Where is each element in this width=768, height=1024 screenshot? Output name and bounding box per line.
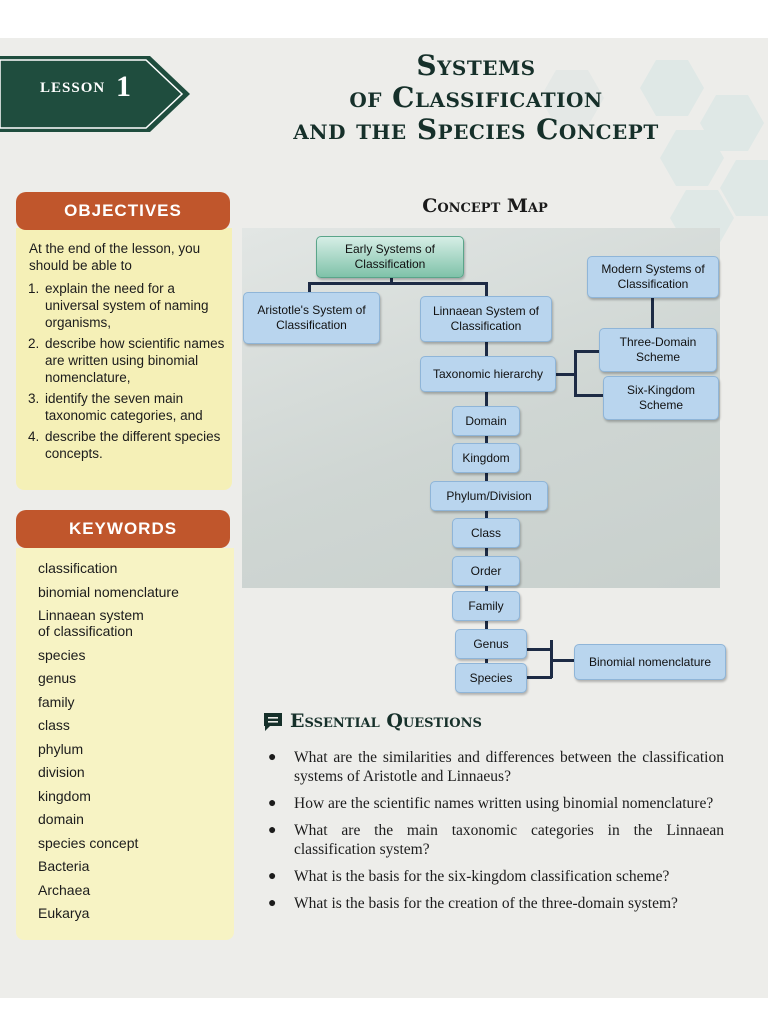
- essential-questions-list: [266, 748, 724, 921]
- keyword-item: Bacteria: [38, 858, 90, 874]
- node-six-kingdom: Six-Kingdom Scheme: [603, 376, 719, 420]
- keyword-item: Eukarya: [38, 905, 90, 921]
- keyword-item: Archaea: [38, 881, 91, 898]
- node-family: Family: [452, 591, 520, 621]
- objectives-intro: At the end of the lesson, you should be able to: [29, 241, 201, 273]
- map-connector: [651, 296, 654, 330]
- objective-text: explain the need for a universal system of naming organisms,: [45, 281, 209, 330]
- node-genus: Genus: [455, 629, 527, 659]
- question-text: What are the similarities and differences between the classification systems of Aristotle and Linnaeus?: [294, 749, 724, 785]
- keywords-header: KEYWORDS: [16, 510, 230, 548]
- essential-questions-title: Essential Questions: [290, 710, 482, 732]
- keyword-item: domain: [38, 811, 84, 827]
- objective-text: identify the seven main taxonomic categories, and: [45, 391, 203, 423]
- keyword-item: phylum: [38, 740, 84, 757]
- map-connector: [485, 282, 488, 296]
- node-kingdom: Kingdom: [452, 443, 520, 473]
- map-connector: [550, 659, 574, 662]
- objective-item: [28, 335, 228, 386]
- keyword-item: Linnaean system of classification: [38, 607, 144, 639]
- objective-number: 2.: [28, 336, 40, 351]
- question-item: ● What are the main taxonomic categories in the Linnaean classification system?: [268, 822, 724, 858]
- title-line: Systems: [416, 49, 536, 82]
- map-connector: [574, 394, 606, 397]
- objectives-header: OBJECTIVES: [16, 192, 230, 230]
- objective-text: describe the different species concepts.: [45, 429, 221, 461]
- node-domain: Domain: [452, 406, 520, 436]
- keyword-item: species concept: [38, 834, 139, 851]
- question-item: ● What is the basis for the six-kingdom classification scheme?: [268, 868, 670, 885]
- node-binomial-nomenclature: Binomial nomenclature: [574, 644, 726, 680]
- keyword-item: binomial nomenclature: [38, 583, 179, 600]
- objective-item: [28, 390, 228, 424]
- map-connector: [574, 350, 577, 396]
- map-connector: [574, 350, 602, 353]
- node-linnaean-system: Linnaean System of Classification: [420, 296, 552, 342]
- node-class: Class: [452, 518, 520, 548]
- keywords-list: [38, 560, 228, 929]
- lesson-number: 1: [116, 70, 131, 103]
- node-taxonomic-hierarchy: Taxonomic hierarchy: [420, 356, 556, 392]
- objective-number: 1.: [28, 281, 40, 296]
- keyword-item: species: [38, 646, 86, 663]
- objective-number: 3.: [28, 391, 40, 406]
- keyword-item: kingdom: [38, 787, 91, 804]
- keyword-item: classification: [38, 560, 118, 576]
- question-item: ● How are the scientific names written using binomial nomenclature?: [268, 795, 714, 812]
- keyword-item: family: [38, 693, 75, 710]
- map-connector: [308, 282, 488, 285]
- node-modern-systems: Modern Systems of Classification: [587, 256, 719, 298]
- speech-bubble-icon: [262, 712, 284, 732]
- concept-map-title: Concept Map: [422, 195, 548, 217]
- objectives-list: [28, 280, 228, 466]
- node-aristotle-system: Aristotle's System of Classification: [243, 292, 380, 344]
- page-title: [236, 50, 716, 146]
- lesson-label: LESSON: [40, 80, 106, 96]
- node-species: Species: [455, 663, 527, 693]
- question-text: How are the scientific names written using binomial nomenclature?: [294, 795, 714, 812]
- question-text: What is the basis for the six-kingdom classification scheme?: [294, 868, 670, 885]
- objective-item: [28, 428, 228, 462]
- objective-text: describe how scientific names are written using binomial nomenclature,: [45, 336, 225, 385]
- question-item: ● What are the similarities and differences between the classification systems of Aristotle and Linnaeus?: [268, 749, 724, 785]
- keyword-item: division: [38, 764, 85, 780]
- node-three-domain: Three-Domain Scheme: [599, 328, 717, 372]
- node-phylum-division: Phylum/Division: [430, 481, 548, 511]
- node-order: Order: [452, 556, 520, 586]
- question-text: What are the main taxonomic categories in the Linnaean classification system?: [294, 822, 724, 858]
- keyword-item: genus: [38, 670, 77, 686]
- objective-number: 4.: [28, 429, 40, 444]
- node-early-systems: Early Systems of Classification: [316, 236, 464, 278]
- question-text: What is the basis for the creation of the three-domain system?: [294, 895, 678, 912]
- question-item: ● What is the basis for the creation of the three-domain system?: [268, 895, 678, 912]
- title-line: and the Species Concept: [293, 113, 659, 146]
- objective-item: [28, 280, 228, 331]
- title-line: of Classification: [349, 81, 603, 114]
- keyword-item: class: [38, 717, 70, 733]
